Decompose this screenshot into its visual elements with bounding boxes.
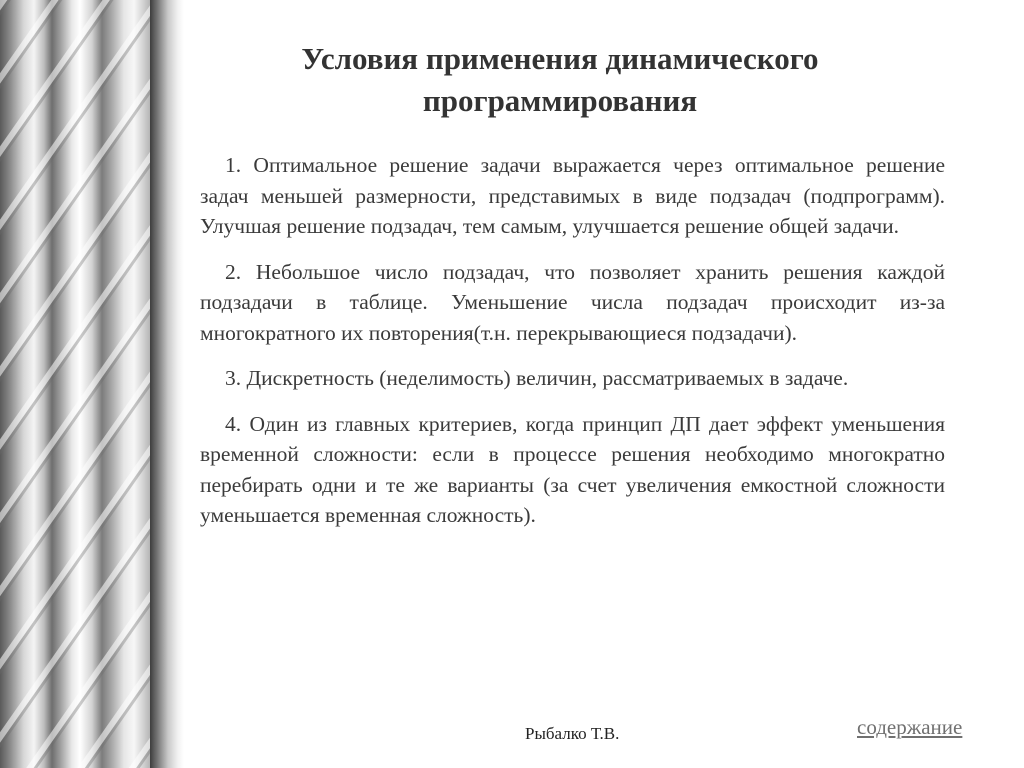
- paragraph-3: 3. Дискретность (неделимость) величин, рассматриваемых в задаче.: [225, 366, 849, 390]
- contents-link[interactable]: содержание: [857, 715, 963, 739]
- paragraph-1: 1. Оптимальное решение задачи выражается через оптимальное решение задач меньшей размерности, представимых в виде подзадач (подпрограмм). Улучшая решение подзадач, тем самым, улучшается решение общей задачи.: [200, 153, 945, 238]
- paragraph-2: 2. Небольшое число подзадач, что позволяет хранить решения каждой подзадачи в таблице. Уменьшение числа подзадач происходит из-за многократного их повторения(т.н. перекрывающиеся подзадачи).: [200, 259, 945, 345]
- decorative-shadow-bar: [150, 0, 184, 768]
- paragraph-4: 4. Один из главных критериев, когда принцип ДП дает эффект уменьшения временной сложности: если в процессе решения необходимо многократно перебирать одни и те же варианты (за счет увеличения емкостной сложности уменьшается временная сложность).: [200, 411, 945, 527]
- decorative-metal-panel: [0, 0, 150, 768]
- slide-body: [200, 150, 945, 546]
- diagonal-stripes-pattern: [0, 0, 150, 768]
- author-footer: Рыбалко Т.В.: [525, 724, 620, 743]
- slide-title: Условия применения динамического программирования: [301, 41, 819, 118]
